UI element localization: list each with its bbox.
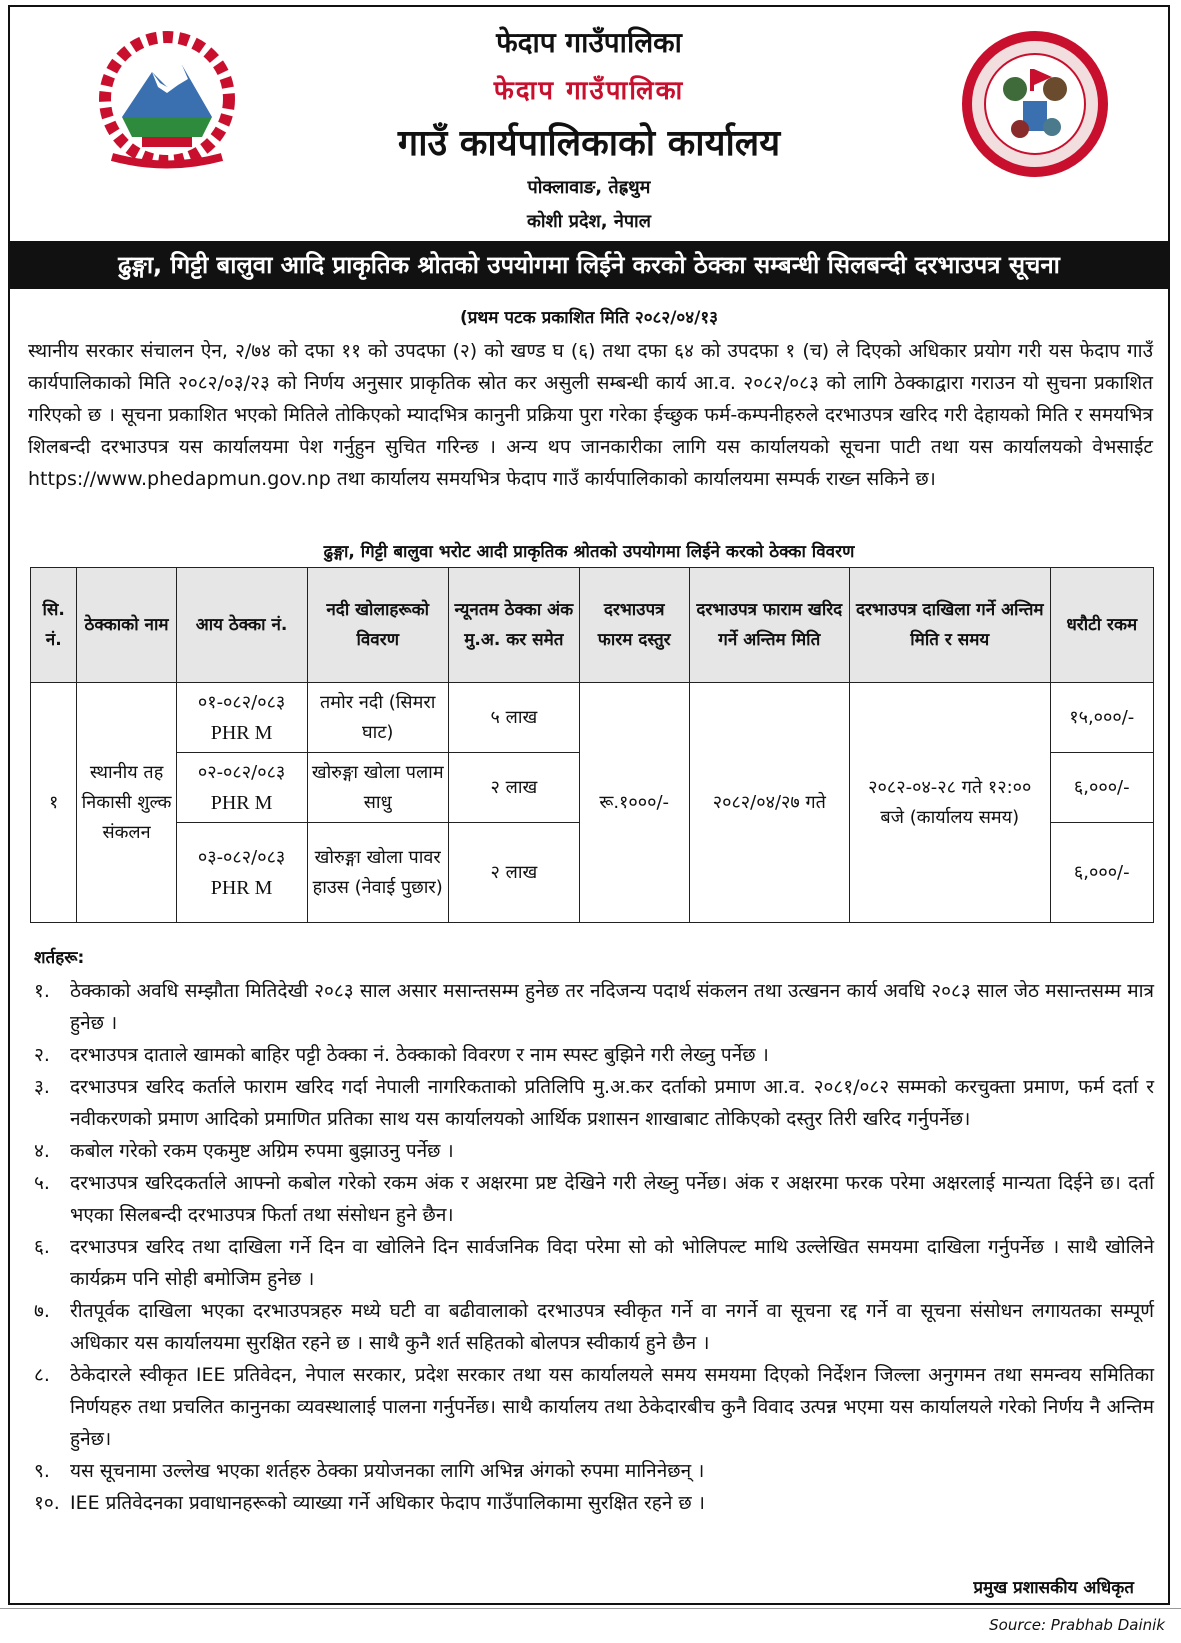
municipality-logo-icon <box>960 29 1110 179</box>
contract-code: PHR M <box>210 721 273 744</box>
cell-river: खोरुङ्गा खोला पावर हाउस (नेवाई पुछार) <box>307 823 448 923</box>
term-number: ७. <box>34 1300 50 1322</box>
term-item <box>34 1039 1154 1071</box>
signature-title: प्रमुख प्रशासकीय अधिकृत <box>973 1578 1134 1598</box>
cell-min-amount: ५ लाख <box>448 683 579 753</box>
cell-river: तमोर नदी (सिमरा घाट) <box>307 683 448 753</box>
term-item <box>34 1167 1154 1231</box>
term-item <box>34 1455 1154 1487</box>
term-item <box>34 1135 1154 1167</box>
term-item <box>34 975 1154 1039</box>
office-title: गाउँ कार्यपालिकाको कार्यालय <box>397 123 781 164</box>
table-row <box>31 683 1154 753</box>
cell-deposit: ६,०००/- <box>1050 823 1153 923</box>
contract-code: PHR M <box>210 876 273 899</box>
col-header-name: ठेक्काको नाम <box>77 568 176 683</box>
term-item <box>34 1487 1154 1519</box>
term-number: ६. <box>34 1236 50 1258</box>
term-text: दरभाउपत्र दाताले खामको बाहिर पट्टी ठेक्का नं. ठेक्काको विवरण र नाम स्पस्ट बुझिने गरी लेख्नु पर्नेछ । <box>70 1044 769 1066</box>
cell-contract-no <box>176 683 307 753</box>
col-header-submission-deadline: दरभाउपत्र दाखिला गर्ने अन्तिम मिति र समय <box>850 568 1051 683</box>
cell-sn: १ <box>31 683 77 923</box>
office-location: पोक्लावाङ, तेह्रथुम <box>527 177 651 198</box>
cell-deposit: १५,०००/- <box>1050 683 1153 753</box>
notice-header <box>10 7 1168 239</box>
terms-list <box>34 975 1154 1519</box>
notice-banner: ढुङ्गा, गिट्टी बालुवा आदि प्राकृतिक श्रोतको उपयोगमा लिईने करको ठेक्का सम्बन्धी सिलबन्दी दरभाउपत्र सूचना <box>10 241 1168 289</box>
col-header-purchase-deadline: दरभाउपत्र फाराम खरिद गर्ने अन्तिम मिति <box>689 568 849 683</box>
cell-fee: रू.१०००/- <box>579 683 689 923</box>
publication-date: (प्रथम पटक प्रकाशित मिति २०८२/०४/१३ <box>459 308 718 328</box>
col-header-river: नदी खोलाहरूको विवरण <box>307 568 448 683</box>
col-header-min-amount: न्यूनतम ठेक्का अंक मु.अ. कर समेत <box>448 568 579 683</box>
term-text: कबोल गरेको रकम एकमुष्ट अग्रिम रुपमा बुझाउनु पर्नेछ । <box>70 1140 454 1162</box>
term-number: ५. <box>34 1172 50 1194</box>
tender-table <box>30 567 1154 923</box>
source-credit: Source: Prabhab Dainik <box>989 1616 1165 1634</box>
office-province: कोशी प्रदेश, नेपाल <box>527 211 651 232</box>
term-item <box>34 1359 1154 1455</box>
term-item <box>34 1071 1154 1135</box>
cell-deposit: ६,०००/- <box>1050 753 1153 823</box>
contract-code: PHR M <box>210 791 273 814</box>
term-text: दरभाउपत्र खरिद कर्ताले फाराम खरिद गर्दा नेपाली नागरिकताको प्रतिलिपि मु.अ.कर दर्ताको प्रमाण आ.व. २०८१/०८२ सम्मको करचुक्ता प्रमाण, फर्म दर्ता र नवीकरणको प्रमाण आदिको प्रमाणित प्रतिका साथ यस कार्यालयको आर्थिक प्रशासन शाखाबाट तोकिएको दस्तुर तिरी खरिद गर्नुपर्नेछ। <box>70 1076 1154 1130</box>
term-text: यस सूचनामा उल्लेख भएका शर्तहरु ठेक्का प्रयोजनका लागि अभिन्न अंगको रुपमा मानिनेछन् । <box>70 1460 705 1482</box>
cell-submission-deadline: २०८२-०४-२८ गते १२:०० बजे (कार्यालय समय) <box>850 683 1051 923</box>
municipality-name: फेदाप गाउँपालिका <box>496 26 682 59</box>
bottom-divider <box>0 1608 1181 1609</box>
col-header-fee: दरभाउपत्र फारम दस्तुर <box>579 568 689 683</box>
term-text: ठेकेदारले स्वीकृत IEE प्रतिवेदन, नेपाल सरकार, प्रदेश सरकार तथा यस कार्यालयले समय समयमा दिएको निर्देशन जिल्ला अनुगमन तथा समन्वय समितिका निर्णयहरु तथा प्रचलित कानुनका व्यवस्थालाई पालना गर्नुपर्नेछ। साथै कार्यालय तथा ठेकेदारबीच कुनै विवाद उत्पन्न भएमा यस कार्यालयले गरेको निर्णय नै अन्तिम हुनेछ। <box>70 1364 1154 1450</box>
cell-min-amount: २ लाख <box>448 753 579 823</box>
cell-purchase-deadline: २०८२/०४/२७ गते <box>689 683 849 923</box>
col-header-deposit: धरौटी रकम <box>1050 568 1153 683</box>
term-item <box>34 1231 1154 1295</box>
term-number: ४. <box>34 1140 50 1162</box>
term-number: १०. <box>34 1492 60 1514</box>
contract-number: ०३-०८२/०८३ <box>197 846 286 868</box>
term-number: १. <box>34 980 50 1002</box>
cell-name: स्थानीय तह निकासी शुल्क संकलन <box>77 683 176 923</box>
term-number: ८. <box>34 1364 50 1386</box>
intro-paragraph: स्थानीय सरकार संचालन ऐन, २/७४ को दफा ११ को उपदफा (२) को खण्ड घ (६) तथा दफा ६४ को उपदफा १ (च) ले दिएको अधिकार प्रयोग गरी यस फेदाप गाउँ कार्यपालिकाको मिति २०८२/०३/२३ को निर्णय अनुसार प्राकृतिक स्रोत कर असुली सम्बन्धी कार्य आ.व. २०८२/०८३ को लागि ठेक्काद्वारा गराउन यो सुचना प्रकाशित गरिएको छ । सूचना प्रकाशित भएको मितिले तोकिएको म्यादभित्र कानुनी प्रक्रिया पुरा गरेका ईच्छुक फर्म-कम्पनीहरुले दरभाउपत्र खरिद गरी देहायको मिति र समयभित्र शिलबन्दी दरभाउपत्र यस कार्यालयमा पेश गर्नुहुन सुचित गरिन्छ । अन्य थप जानकारीका लागि यस कार्यालयको सूचना पाटी तथा यस कार्यालयको वेभसाईट https://www.phedapmun.gov.np तथा कार्यालय समयभित्र फेदाप गाउँ कार्यपालिकाको कार्यालयमा सम्पर्क राख्न सकिने छ। <box>28 340 1153 490</box>
table-header-row <box>31 568 1154 683</box>
cell-contract-no <box>176 823 307 923</box>
term-text: दरभाउपत्र खरिदकर्ताले आफ्नो कबोल गरेको रकम अंक र अक्षरमा प्रष्ट देखिने गरी लेख्नु पर्नेछ। अंक र अक्षरमा फरक परेमा अक्षरलाई मान्यता दिईने छ। दर्ता भएका सिलबन्दी दरभाउपत्र फिर्ता तथा संसोधन हुने छैन। <box>70 1172 1154 1226</box>
notice-frame <box>8 5 1170 1605</box>
col-header-sn: सि. नं. <box>31 568 77 683</box>
col-header-contract-no: आय ठेक्का नं. <box>176 568 307 683</box>
term-number: २. <box>34 1044 50 1066</box>
term-number: ३. <box>34 1076 50 1098</box>
term-text: ठेक्काको अवधि सम्झौता मितिदेखी २०८३ साल असार मसान्तसम्म हुनेछ तर नदिजन्य पदार्थ संकलन तथा उत्खनन कार्य अवधि २०८३ साल जेठ मसान्तसम्म मात्र हुनेछ । <box>70 980 1154 1034</box>
term-text: दरभाउपत्र खरिद तथा दाखिला गर्ने दिन वा खोलिने दिन सार्वजनिक विदा परेमा सो को भोलिपल्ट माथि उल्लेखित समयमा दाखिला गर्नुपर्नेछ । साथै खोलिने कार्यक्रम पनि सोही बमोजिम हुनेछ । <box>70 1236 1154 1290</box>
cell-river: खोरुङ्गा खोला पलाम साधु <box>307 753 448 823</box>
contract-number: ०१-०८२/०८३ <box>197 691 286 713</box>
term-number: ९. <box>34 1460 50 1482</box>
term-item <box>34 1295 1154 1359</box>
term-text: रीतपूर्वक दाखिला भएका दरभाउपत्रहरु मध्ये घटी वा बढीवालाको दरभाउपत्र स्वीकृत गर्ने वा नगर्ने वा सूचना रद्द गर्ने वा सूचना संसोधन लगायतका सम्पूर्ण अधिकार यस कार्यालयमा सुरक्षित रहने छ । साथै कुनै शर्त सहितको बोलपत्र स्वीकार्य हुने छैन । <box>70 1300 1154 1354</box>
contract-number: ०२-०८२/०८३ <box>197 761 286 783</box>
municipality-name-stylized: फेदाप गाउँपालिका <box>493 76 685 106</box>
term-text: IEE प्रतिवेदनका प्रवाधानहरूको व्याख्या गर्ने अधिकार फेदाप गाउँपालिकामा सुरक्षित रहने छ । <box>70 1492 705 1514</box>
table-title: ढुङ्गा, गिट्टी बालुवा भरोट आदी प्राकृतिक श्रोतको उपयोगमा लिईने करको ठेक्का विवरण <box>323 542 855 562</box>
terms-heading: शर्तहरू: <box>34 948 85 968</box>
cell-contract-no <box>176 753 307 823</box>
cell-min-amount: २ लाख <box>448 823 579 923</box>
